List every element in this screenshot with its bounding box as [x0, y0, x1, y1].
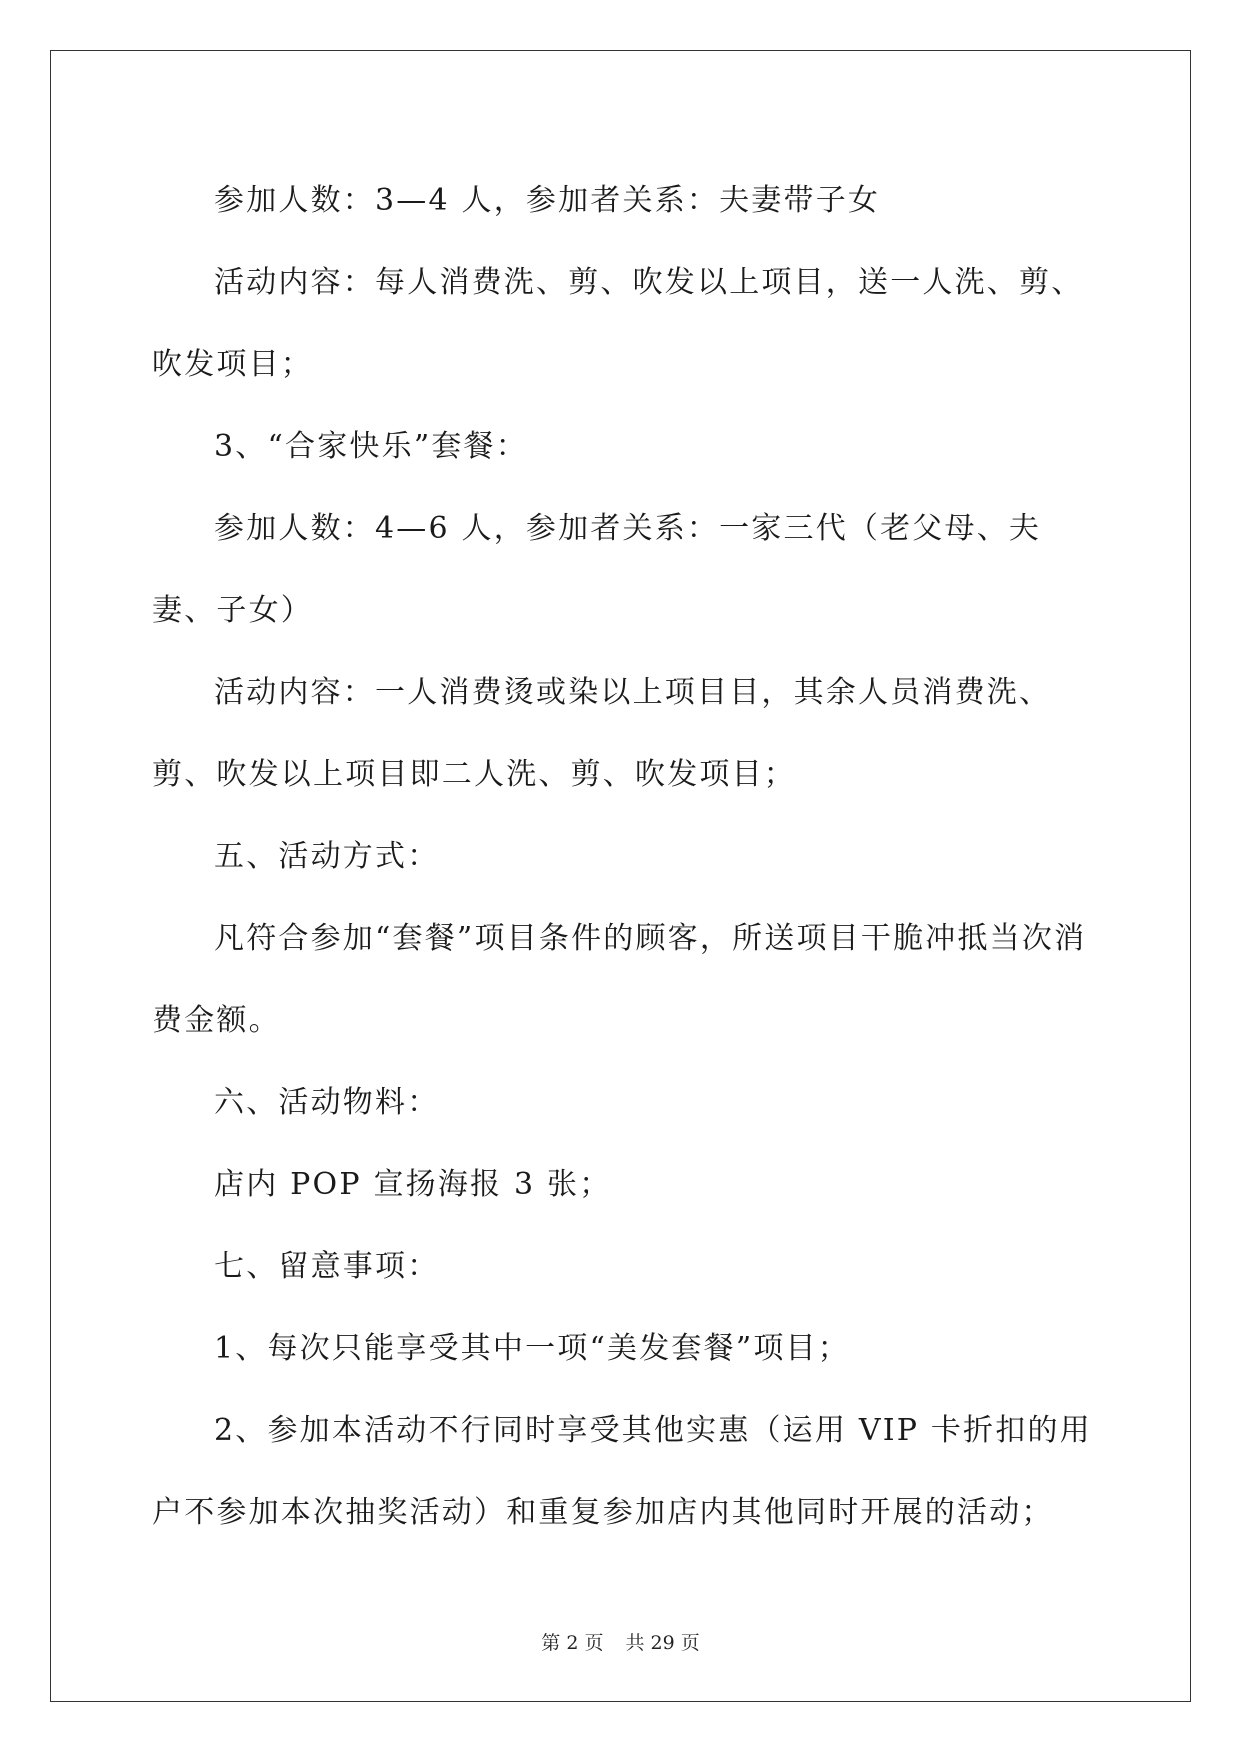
paragraph: 2、参加本活动不行同时享受其他实惠（运用 VIP 卡折扣的用户不参加本次抽奖活动）和重复参加店内其他同时开展的活动；: [152, 1413, 1092, 1530]
paragraph: 凡符合参加“套餐”项目条件的顾客，所送项目干脆冲抵当次消费金额。: [152, 921, 1087, 1038]
section-heading: 五、活动方式：: [214, 839, 440, 874]
section-heading: 七、留意事项：: [214, 1249, 440, 1284]
paragraph: 3、“合家快乐”套餐：: [214, 429, 528, 464]
paragraph: 活动内容：每人消费洗、剪、吹发以上项目，送一人洗、剪、吹发项目；: [152, 265, 1084, 382]
page-number: 第 2 页: [541, 1632, 604, 1654]
paragraph: 活动内容：一人消费烫或染以上项目目，其余人员消费洗、剪、吹发以上项目即二人洗、剪、吹发项目；: [152, 675, 1052, 792]
paragraph: 参加人数：4—6 人，参加者关系：一家三代（老父母、夫妻、子女）: [152, 511, 1042, 628]
paragraph: 店内 POP 宣扬海报 3 张；: [214, 1167, 612, 1202]
page-total: 共 29 页: [625, 1632, 700, 1654]
page-footer: [0, 1628, 1241, 1655]
paragraph: 1、每次只能享受其中一项“美发套餐”项目；: [214, 1331, 850, 1366]
paragraph: 参加人数：3—4 人，参加者关系：夫妻带子女: [214, 183, 881, 218]
document-body: [152, 160, 1092, 1554]
section-heading: 六、活动物料：: [214, 1085, 440, 1120]
